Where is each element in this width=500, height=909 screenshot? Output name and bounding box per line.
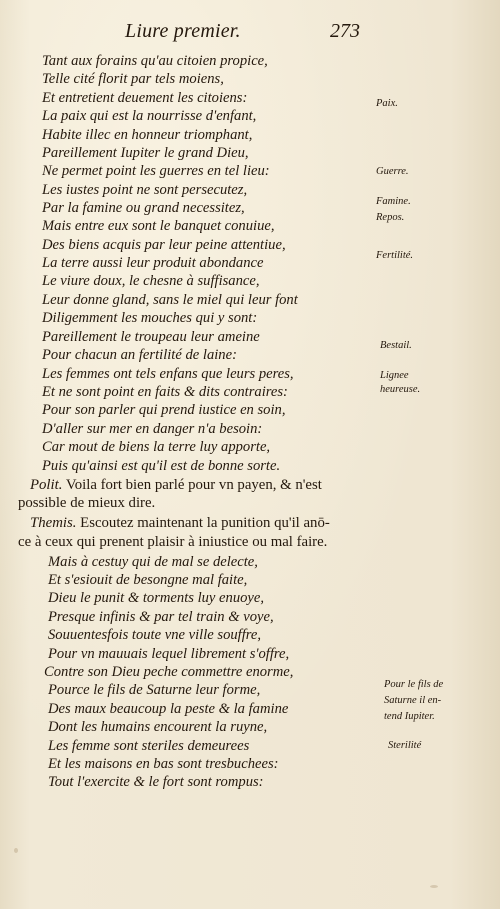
verse-line: D'aller sur mer en danger n'a besoin: <box>42 421 263 437</box>
verse-line: Tant aux forains qu'au citoien propice, <box>42 53 268 69</box>
verse-line: Mais entre eux sont le banquet conuiue, <box>42 218 275 234</box>
verse-line: Presque infinis & par tel train & voye, <box>48 609 274 625</box>
verse-line: Et les maisons en bas sont tresbuchees: <box>48 756 279 772</box>
speaker-name: Polit. <box>30 477 63 493</box>
verse-line: Car mout de biens la terre luy apporte, <box>42 439 271 455</box>
dialogue-line <box>30 514 330 532</box>
verse-line: Souuentesfois toute vne ville souffre, <box>48 627 262 643</box>
verse-line: Des maux beaucoup la peste & la famine <box>48 701 289 717</box>
verse-line: Mais à cestuy qui de mal se delecte, <box>48 554 258 570</box>
verse-line: Pource le fils de Saturne leur forme, <box>48 682 261 698</box>
running-head: Liure premier. <box>125 20 241 42</box>
verse-line: Pour son parler qui prend iustice en soin, <box>42 402 286 418</box>
verse-line: Les femme sont steriles demeurees <box>48 738 250 754</box>
margin-note-lignee: Lignee <box>380 370 409 381</box>
margin-note-jupiter: Saturne il en- <box>384 695 442 706</box>
dialogue-line: ce à ceux qui prenent plaisir à iniustice ou mal faire. <box>18 534 328 550</box>
verse-line: Leur donne gland, sans le miel qui leur font <box>42 292 298 308</box>
verse-line: Et entretient deuement les citoiens: <box>42 90 248 106</box>
verse-line: Habite illec en honneur triomphant, <box>42 127 253 143</box>
verse-line: Contre son Dieu peche commettre enorme, <box>44 664 294 680</box>
verse-line: Puis qu'ainsi est qu'il est de bonne sorte. <box>42 458 281 474</box>
verse-line: Pareillement Iupiter le grand Dieu, <box>42 145 249 161</box>
dialogue-text: Escoutez maintenant la punition qu'il anō- <box>80 515 330 531</box>
margin-note-repos: Repos. <box>376 212 405 223</box>
margin-note-sterilite: Sterilité <box>388 740 422 751</box>
margin-note-fertilite: Fertilité. <box>376 250 414 261</box>
verse-line: Les femmes ont tels enfans que leurs peres, <box>42 366 294 382</box>
dialogue-text: Voila fort bien parlé pour vn payen, & n'est <box>65 477 322 493</box>
verse-line: Des biens acquis par leur peine attentiue, <box>42 237 286 253</box>
verse-line: Ne permet point les guerres en tel lieu: <box>42 163 270 179</box>
speaker-name: Themis. <box>30 515 77 531</box>
dialogue-line: possible de mieux dire. <box>18 495 156 511</box>
verse-line: Pour vn mauuais lequel librement s'offre, <box>48 646 290 662</box>
verse-line: Dont les humains encourent la ruyne, <box>48 719 268 735</box>
margin-note-jupiter: Pour le fils de <box>384 679 444 690</box>
margin-note-famine: Famine. <box>376 196 411 207</box>
dialogue-line <box>30 476 322 494</box>
verse-line: Le viure doux, le chesne à suffisance, <box>42 273 260 289</box>
paper-blemish <box>430 885 438 888</box>
page-number: 273 <box>330 20 360 42</box>
margin-note-paix: Paix. <box>376 98 398 109</box>
verse-line: Et s'esiouit de besongne mal faite, <box>48 572 248 588</box>
verse-line: Dieu le punit & torments luy enuoye, <box>48 590 265 606</box>
verse-line: Pour chacun an fertilité de laine: <box>42 347 237 363</box>
paper-blemish <box>14 848 18 853</box>
page-header <box>0 20 500 44</box>
verse-line: Diligemment les mouches qui y sont: <box>42 310 258 326</box>
margin-note-bestail: Bestail. <box>380 340 412 351</box>
margin-note-guerre: Guerre. <box>376 166 409 177</box>
verse-line: Et ne sont point en faits & dits contraires: <box>42 384 288 400</box>
margin-note-lignee: heureuse. <box>380 384 421 395</box>
verse-line: La paix qui est la nourrisse d'enfant, <box>42 108 257 124</box>
verse-line: Pareillement le troupeau leur ameine <box>42 329 260 345</box>
verse-line: Les iustes point ne sont persecutez, <box>42 182 248 198</box>
verse-line: Tout l'exercite & le fort sont rompus: <box>48 774 264 790</box>
margin-note-jupiter: tend Iupiter. <box>384 711 435 722</box>
verse-line: Telle cité florit par tels moiens, <box>42 71 224 87</box>
verse-line: La terre aussi leur produit abondance <box>42 255 264 271</box>
verse-line: Par la famine ou grand necessitez, <box>42 200 245 216</box>
